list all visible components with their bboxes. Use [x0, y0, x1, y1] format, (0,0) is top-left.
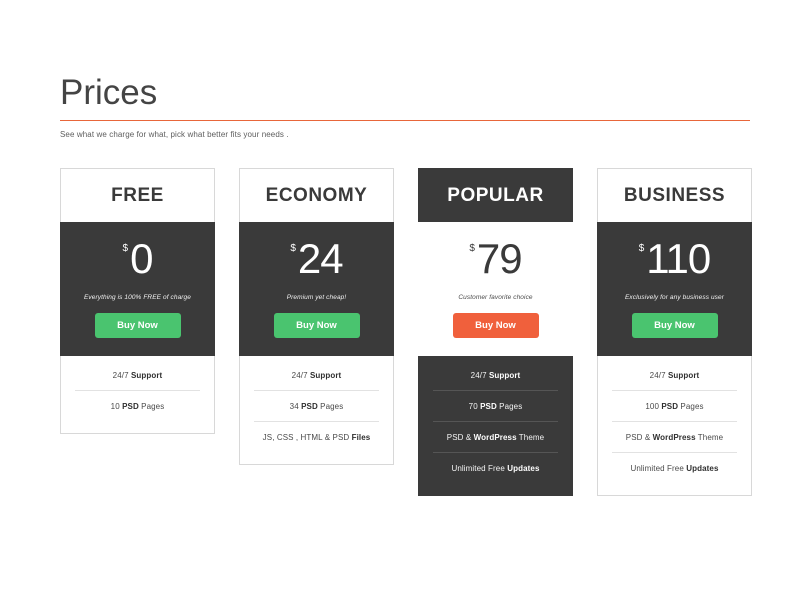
- plan-tagline: Premium yet cheap!: [286, 294, 347, 301]
- pricing-table: [60, 168, 752, 496]
- buy-now-button[interactable]: Buy Now: [632, 313, 718, 338]
- plan-name: ECONOMY: [265, 185, 368, 206]
- plan-header: [597, 168, 752, 222]
- plan-tagline: Exclusively for any business user: [624, 294, 725, 301]
- title-divider: [60, 120, 750, 121]
- price-amount: 24: [297, 235, 343, 282]
- buy-now-button[interactable]: Buy Now: [274, 313, 360, 338]
- plan-feature-list: [597, 356, 752, 496]
- plan-header: [60, 168, 215, 222]
- plan-feature-item: 24/7 Support: [433, 360, 558, 391]
- plan-header: [239, 168, 394, 222]
- plan-feature-item: PSD & WordPress Theme: [612, 422, 737, 453]
- plan-price-block: [239, 222, 394, 356]
- page-title: Prices: [60, 73, 158, 112]
- plan-feature-item: 100 PSD Pages: [612, 391, 737, 422]
- currency-symbol: $: [638, 243, 645, 254]
- page-header: [60, 75, 750, 139]
- plan-name: BUSINESS: [623, 185, 726, 206]
- plan-feature-item: 24/7 Support: [75, 360, 200, 391]
- price-line: [607, 235, 742, 290]
- plan-feature-item: Unlimited Free Updates: [451, 464, 540, 473]
- price-line: [70, 235, 205, 290]
- plan-header: [418, 168, 573, 222]
- plan-feature-item: 24/7 Support: [254, 360, 379, 391]
- pricing-card: [60, 168, 215, 434]
- plan-price-block: [418, 222, 573, 356]
- plan-feature-item: JS, CSS , HTML & PSD Files: [262, 433, 371, 442]
- plan-tagline: Customer favorite choice: [458, 294, 533, 301]
- page-subtitle: See what we charge for what, pick what better fits your needs .: [60, 129, 289, 139]
- plan-feature-list: [418, 356, 573, 496]
- price-amount: 79: [476, 235, 522, 282]
- price-line: [249, 235, 384, 290]
- currency-symbol: $: [290, 243, 296, 254]
- currency-symbol: $: [122, 243, 129, 254]
- plan-feature-list: [60, 356, 215, 434]
- currency-symbol: $: [469, 243, 475, 254]
- plan-feature-item: 24/7 Support: [612, 360, 737, 391]
- plan-price-block: [60, 222, 215, 356]
- pricing-card: [418, 168, 573, 496]
- plan-name: FREE: [111, 185, 164, 206]
- price-line: [428, 235, 563, 290]
- pricing-card: [597, 168, 752, 496]
- plan-feature-item: Unlimited Free Updates: [630, 464, 719, 473]
- plan-feature-item: 34 PSD Pages: [254, 391, 379, 422]
- plan-feature-item: 10 PSD Pages: [110, 402, 165, 411]
- plan-price-block: [597, 222, 752, 356]
- price-amount: 110: [646, 235, 711, 282]
- pricing-card: [239, 168, 394, 465]
- plan-feature-list: [239, 356, 394, 465]
- buy-now-button[interactable]: Buy Now: [453, 313, 539, 338]
- buy-now-button[interactable]: Buy Now: [95, 313, 181, 338]
- price-amount: 0: [130, 235, 153, 282]
- plan-tagline: Everything is 100% FREE of charge: [84, 294, 191, 301]
- plan-feature-item: PSD & WordPress Theme: [433, 422, 558, 453]
- plan-feature-item: 70 PSD Pages: [433, 391, 558, 422]
- plan-name: POPULAR: [447, 185, 544, 206]
